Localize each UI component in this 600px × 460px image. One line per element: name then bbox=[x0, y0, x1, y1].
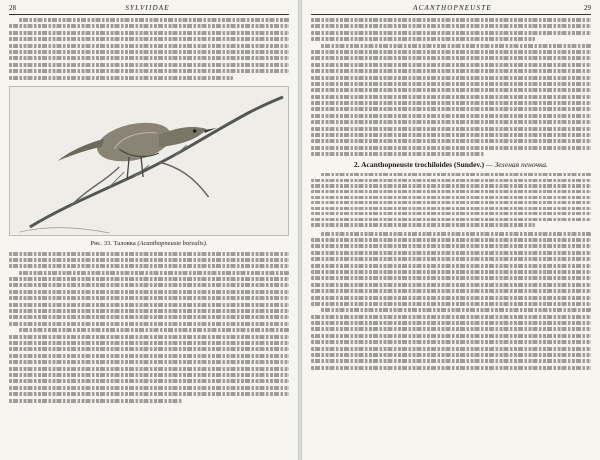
text-line bbox=[311, 152, 485, 156]
text-line bbox=[9, 50, 289, 54]
text-line bbox=[311, 276, 591, 280]
text-line bbox=[311, 238, 591, 242]
right-bottom-text bbox=[311, 232, 591, 370]
text-line bbox=[311, 334, 591, 338]
left-top-text bbox=[9, 18, 289, 80]
text-line bbox=[311, 31, 591, 35]
text-line bbox=[321, 44, 591, 48]
text-line bbox=[9, 315, 289, 319]
text-line bbox=[311, 315, 591, 319]
text-line bbox=[311, 257, 591, 261]
text-line bbox=[9, 76, 233, 80]
text-line bbox=[9, 354, 289, 358]
text-line bbox=[311, 139, 591, 143]
text-line bbox=[311, 114, 591, 118]
text-line bbox=[9, 69, 289, 73]
text-line bbox=[9, 373, 289, 377]
text-line bbox=[311, 201, 591, 204]
text-line bbox=[311, 270, 591, 274]
text-line bbox=[19, 18, 289, 22]
text-line bbox=[321, 232, 591, 236]
text-line bbox=[311, 127, 591, 131]
species-heading bbox=[311, 160, 591, 170]
text-line bbox=[311, 207, 591, 210]
text-line bbox=[311, 184, 591, 187]
text-line bbox=[311, 107, 591, 111]
text-line bbox=[311, 296, 591, 300]
text-line bbox=[19, 328, 289, 332]
text-line bbox=[311, 302, 591, 306]
text-line bbox=[311, 179, 591, 182]
text-line bbox=[311, 56, 591, 60]
species-common-name: — Зеленая пеночка. bbox=[486, 160, 548, 170]
left-bottom-text bbox=[9, 252, 289, 403]
text-line bbox=[9, 264, 289, 268]
text-line bbox=[9, 258, 289, 262]
text-line bbox=[311, 95, 591, 99]
text-line bbox=[311, 88, 591, 92]
text-line bbox=[311, 223, 535, 226]
text-line bbox=[9, 44, 289, 48]
text-line bbox=[311, 244, 591, 248]
text-line bbox=[311, 327, 591, 331]
text-line bbox=[9, 303, 289, 307]
text-line bbox=[9, 367, 289, 371]
text-line bbox=[311, 69, 591, 73]
text-line bbox=[321, 308, 591, 312]
species-latin-name: 2. Acanthopneuste trochiloides bbox=[354, 160, 453, 170]
synonymy-block bbox=[311, 173, 591, 226]
text-line bbox=[311, 120, 591, 124]
caption-prefix: Рис. 33. Таловка bbox=[90, 239, 136, 247]
caption-latin: (Acanthopneuste borealis). bbox=[137, 239, 208, 247]
text-line bbox=[311, 190, 591, 193]
right-page bbox=[302, 0, 600, 460]
species-author: (Sundev.) bbox=[453, 160, 485, 170]
text-line bbox=[9, 56, 289, 60]
text-line bbox=[311, 212, 591, 215]
text-line bbox=[9, 63, 289, 67]
left-page-number: 28 bbox=[9, 4, 16, 12]
text-line bbox=[9, 347, 289, 351]
text-line bbox=[311, 366, 591, 370]
bird-illustration bbox=[9, 86, 289, 236]
text-line bbox=[311, 133, 591, 137]
text-line bbox=[311, 82, 591, 86]
text-line bbox=[9, 37, 289, 41]
text-line bbox=[311, 18, 591, 22]
text-line bbox=[311, 146, 591, 150]
text-line bbox=[311, 24, 591, 28]
text-line bbox=[9, 31, 289, 35]
right-page-number: 29 bbox=[583, 4, 591, 12]
text-line bbox=[9, 379, 289, 383]
text-line bbox=[311, 340, 591, 344]
text-line bbox=[9, 341, 289, 345]
text-line bbox=[19, 271, 289, 275]
text-line bbox=[9, 322, 289, 326]
text-line bbox=[311, 76, 591, 80]
text-line bbox=[9, 386, 289, 390]
text-line bbox=[9, 296, 289, 300]
right-running-head: ACANTHOPNEUSTE bbox=[413, 4, 492, 12]
text-line bbox=[9, 335, 289, 339]
text-line bbox=[311, 353, 591, 357]
warbler-drawing bbox=[10, 87, 288, 235]
left-page bbox=[0, 0, 298, 460]
text-line bbox=[311, 37, 535, 41]
text-line bbox=[9, 309, 289, 313]
figure-caption bbox=[9, 240, 289, 248]
text-line bbox=[311, 101, 591, 105]
text-line bbox=[311, 321, 591, 325]
right-page-header bbox=[311, 4, 591, 15]
text-line bbox=[321, 173, 591, 176]
text-line bbox=[311, 251, 591, 255]
text-line bbox=[311, 359, 591, 363]
text-line bbox=[9, 360, 289, 364]
left-page-header bbox=[9, 4, 289, 15]
text-line bbox=[9, 290, 289, 294]
text-line bbox=[311, 289, 591, 293]
text-line bbox=[311, 63, 591, 67]
text-line bbox=[311, 218, 591, 221]
left-running-head: SYLVIIDAE bbox=[125, 4, 170, 12]
text-line bbox=[9, 392, 289, 396]
text-line bbox=[9, 252, 289, 256]
text-line bbox=[311, 196, 591, 199]
book-gutter bbox=[298, 0, 302, 460]
text-line bbox=[311, 50, 591, 54]
text-line bbox=[311, 264, 591, 268]
text-line bbox=[9, 277, 289, 281]
text-line bbox=[311, 283, 591, 287]
right-top-text bbox=[311, 18, 591, 156]
text-line bbox=[311, 347, 591, 351]
text-line bbox=[9, 24, 289, 28]
text-line bbox=[9, 283, 289, 287]
text-line bbox=[9, 399, 183, 403]
